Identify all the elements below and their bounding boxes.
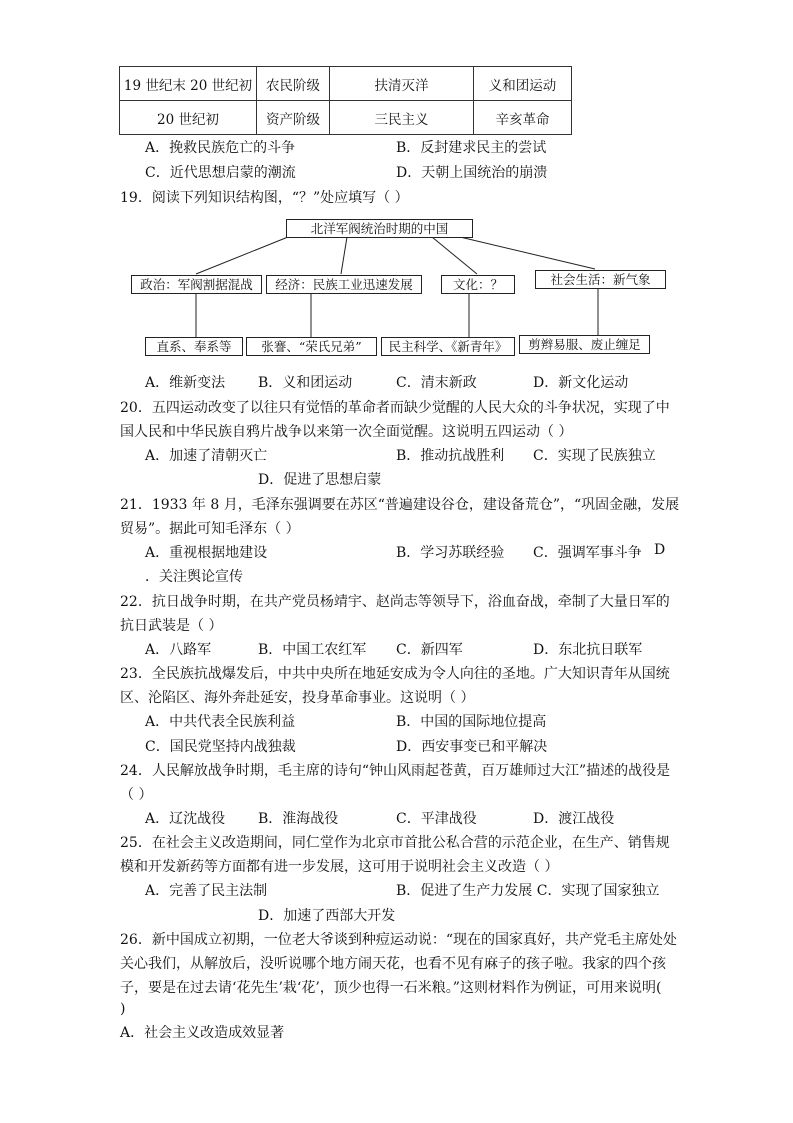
q19-option-b: B．义和团运动 (258, 375, 353, 391)
q24-stem-line1: 24．人民解放战争时期，毛主席的诗句“钟山风雨起苍黄，百万雄师过大江”描述的战役是 (120, 763, 671, 779)
table-cell: 辛亥革命 (474, 101, 572, 135)
diagram-root: 北洋军阀统治时期的中国 (286, 219, 473, 238)
diagram-leaf-culture: 民主科学、《新青年》 (381, 337, 515, 356)
q21-stem-line1: 21．1933 年 8 月，毛泽东强调要在苏区“普遍建设谷仓，建设备荒仓”，“巩固金融，发展 (120, 497, 680, 513)
q20-option-b: B．推动抗战胜利 (396, 448, 505, 464)
q19-option-d: D．新文化运动 (533, 375, 629, 391)
q22-option-b: B．中国工农红军 (258, 642, 367, 658)
q21-option-d-letter: D (654, 542, 666, 558)
q26-stem-line1: 26．新中国成立初期，一位老大爷谈到种痘运动说：“现在的国家真好，共产党毛主席处处 (120, 932, 677, 948)
q18-option-a: A．挽救民族危亡的斗争 (145, 140, 296, 156)
q26-stem-line2: 关心我们，从解放后，没听说哪个地方闹天花，也看不见有麻子的孩子啦。我家的四个孩 (120, 956, 666, 972)
q21-option-c: C．强调军事斗争 (533, 545, 642, 561)
q23-option-b: B．中国的国际地位提高 (396, 714, 547, 730)
q18-option-b: B．反封建求民主的尝试 (396, 140, 547, 156)
table-cell: 资产阶级 (257, 101, 330, 135)
q21-stem-line2: 贸易”。据此可知毛泽东（ ） (120, 521, 300, 537)
q26-option-a: A．社会主义改造成效显著 (120, 1025, 285, 1041)
q21-option-d: ．关注舆论宣传 (145, 569, 243, 585)
table-cell: 农民阶级 (257, 67, 330, 101)
table-cell: 扶清灭洋 (330, 67, 474, 101)
q20-option-d: D．促进了思想启蒙 (258, 472, 382, 488)
q23-stem-line1: 23．全民族抗战爆发后，中共中央所在地延安成为令人向往的圣地。广大知识青年从国统 (120, 666, 670, 682)
q22-option-c: C．新四军 (396, 642, 463, 658)
table-cell: 19 世纪末 20 世纪初 (120, 67, 257, 101)
q22-option-a: A．八路军 (145, 642, 212, 658)
q21-option-b: B．学习苏联经验 (396, 545, 505, 561)
q23-option-c: C．国民党坚持内战独裁 (145, 739, 296, 755)
q20-stem-line1: 20．五四运动改变了以往只有觉悟的革命者而缺少觉醒的人民大众的斗争状况，实现了中 (120, 400, 670, 416)
q22-option-d: D．东北抗日联军 (533, 642, 643, 658)
diagram-branch-culture: 文化：？ (441, 275, 515, 294)
q25-option-d: D．加速了西部大开发 (258, 908, 396, 924)
q19-option-c: C．清末新政 (396, 375, 477, 391)
q24-option-d: D．渡江战役 (533, 811, 615, 827)
q23-stem-line2: 区、沦陷区、海外奔赴延安，投身革命事业。这说明（ ） (120, 690, 475, 706)
q20-option-c: C．实现了民族独立 (533, 448, 656, 464)
q20-option-a: A．加速了清朝灭亡 (145, 448, 268, 464)
table-cell: 20 世纪初 (120, 101, 257, 135)
q24-option-c: C．平津战役 (396, 811, 477, 827)
diagram-leaf-society: 剪辫易服、废止缠足 (519, 335, 650, 354)
diagram-leaf-economy: 张謇、“荣氏兄弟” (246, 337, 377, 356)
q25-stem-line1: 25．在社会主义改造期间，同仁堂作为北京市首批公私合营的示范企业，在生产、销售规 (120, 835, 670, 851)
q18-option-c: C．近代思想启蒙的潮流 (145, 165, 296, 181)
diagram-branch-society: 社会生活：新气象 (535, 270, 666, 289)
diagram-branch-politics: 政治：军阀割据混战 (131, 275, 262, 294)
q22-stem-line1: 22．抗日战争时期，在共产党员杨靖宇、赵尚志等领导下，浴血奋战，牵制了大量日军的 (120, 594, 670, 610)
q25-stem-line2: 模和开发新药等方面都有进一步发展，这可用于说明社会主义改造（ ） (120, 859, 559, 875)
table-cell: 义和团运动 (474, 67, 572, 101)
q18-option-d: D．天朝上国统治的崩溃 (396, 165, 548, 181)
diagram-branch-economy: 经济：民族工业迅速发展 (266, 275, 422, 294)
q23-option-d: D．西安事变已和平解决 (396, 739, 548, 755)
q25-option-a: A．完善了民主法制 (145, 883, 268, 899)
table-cell: 三民主义 (330, 101, 474, 135)
q21-option-a: A．重视根据地建设 (145, 545, 268, 561)
q22-stem-line2: 抗日武装是（ ） (120, 618, 223, 634)
q19-stem: 19．阅读下列知识结构图，“？”处应填写（ ） (120, 190, 409, 206)
q25-option-bc: B．促进了生产力发展 C．实现了国家独立 (396, 883, 660, 899)
q23-option-a: A．中共代表全民族利益 (145, 714, 296, 730)
diagram-leaf-politics: 直系、奉系等 (145, 337, 243, 356)
q26-stem-line3: 子，要是在过去请‘花先生’栽‘花’，顶少也得一石米粮。”这则材料作为例证，可用来说明( (120, 980, 662, 996)
q24-option-a: A．辽沈战役 (145, 811, 226, 827)
q24-stem-line2: （ ） (120, 787, 153, 803)
q19-option-a: A．维新变法 (145, 375, 226, 391)
q26-stem-line4: ) (120, 1001, 126, 1017)
q20-stem-line2: 国人民和中华民族自鸦片战争以来第一次全面觉醒。这说明五四运动（ ） (120, 424, 573, 440)
q24-option-b: B．淮海战役 (258, 811, 339, 827)
